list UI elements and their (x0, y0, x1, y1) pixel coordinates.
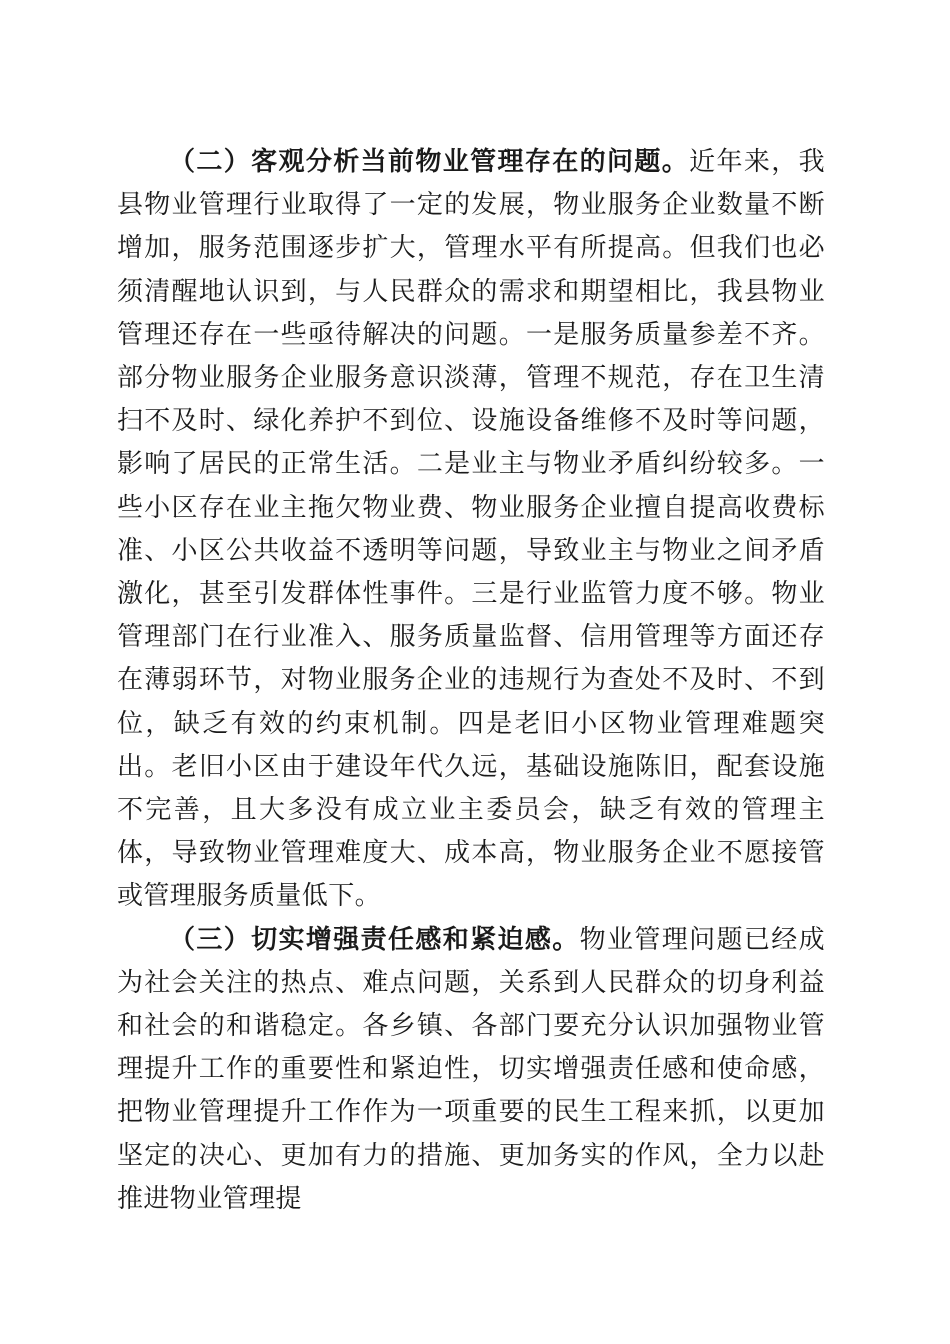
paragraph-text: 近年来，我县物业管理行业取得了一定的发展，物业服务企业数量不断增加，服务范围逐步扩大，管理水平有所提高。但我们也必须清醒地认识到，与人民群众的需求和期望相比，我县物业管理还存在一些亟待解决的问题。一是服务质量参差不齐。部分物业服务企业服务意识淡薄，管理不规范，存在卫生清扫不及时、绿化养护不到位、设施设备维修不及时等问题，影响了居民的正常生活。二是业主与物业矛盾纠纷较多。一些小区存在业主拖欠物业费、物业服务企业擅自提高收费标准、小区公共收益不透明等问题，导致业主与物业之间矛盾激化，甚至引发群体性事件。三是行业监管力度不够。物业管理部门在行业准入、服务质量监督、信用管理等方面还存在薄弱环节，对物业服务企业的违规行为查处不及时、不到位，缺乏有效的约束机制。四是老旧小区物业管理难题突出。老旧小区由于建设年代久远，基础设施陈旧，配套设施不完善，且大多没有成立业主委员会，缺乏有效的管理主体，导致物业管理难度大、成本高，物业服务企业不愿接管或管理服务质量低下。 (117, 147, 825, 912)
document-body (117, 141, 825, 1221)
paragraph-text: 物业管理问题已经成为社会关注的热点、难点问题，关系到人民群众的切身利益和社会的和谐稳定。各乡镇、各部门要充分认识加强物业管理提升工作的重要性和紧迫性，切实增强责任感和使命感，把物业管理提升工作作为一项重要的民生工程来抓，以更加坚定的决心、更加有力的措施、更加务实的作风，全力以赴推进物业管理提 (117, 924, 825, 1214)
section-heading: （二）客观分析当前物业管理存在的问题。 (169, 147, 690, 177)
paragraph-section-3 (117, 919, 825, 1221)
paragraph-section-2 (117, 141, 825, 919)
section-heading: （三）切实增强责任感和紧迫感。 (169, 924, 580, 955)
